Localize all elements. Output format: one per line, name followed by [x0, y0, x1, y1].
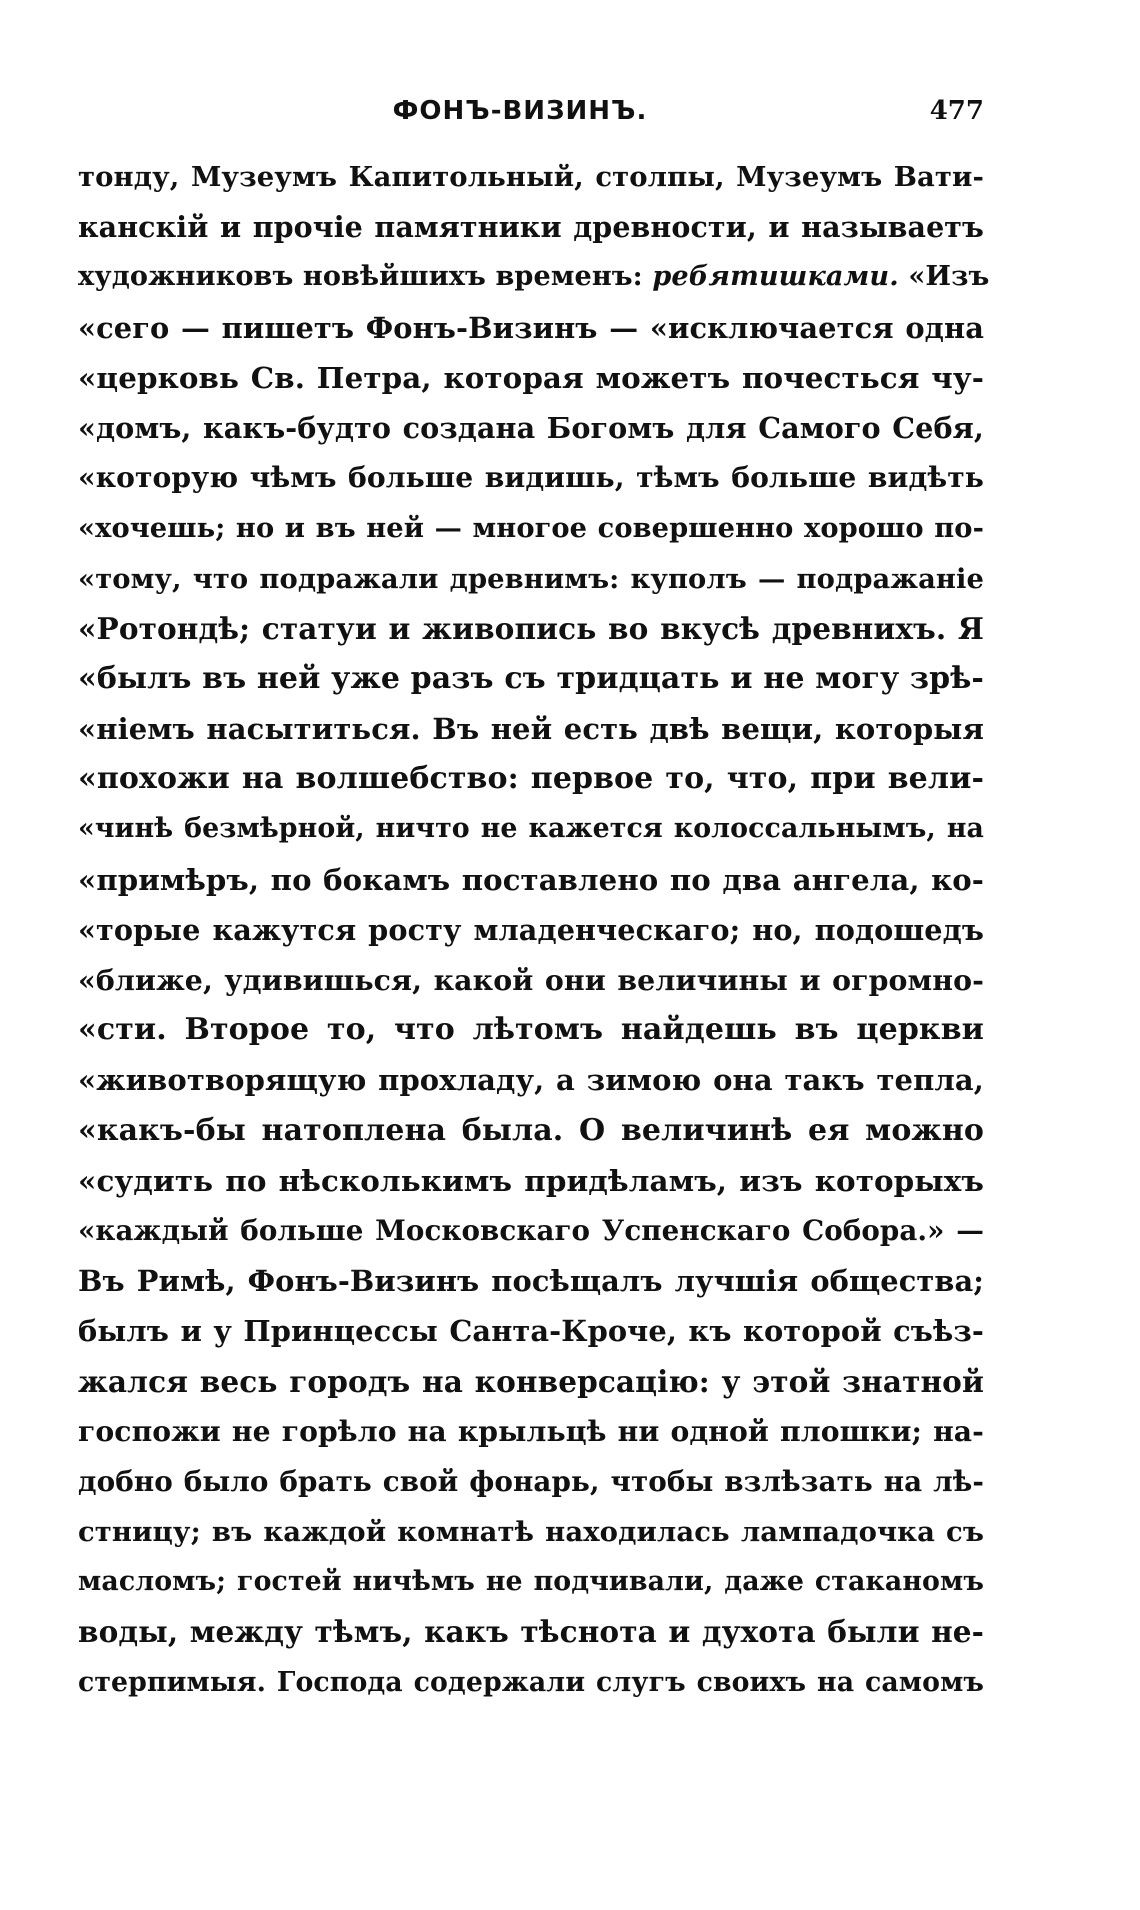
text-line: госпожи не горѣло на крыльцѣ ни одной плошки; на- — [78, 1414, 984, 1448]
text-line: «животворящую прохладу, а зимою она такъ тепла, — [78, 1063, 984, 1098]
text-line: «похожи на волшебство: первое то, что, при вели- — [78, 761, 984, 797]
text-line: «которую чѣмъ больше видишь, тѣмъ больше видѣть — [78, 461, 984, 495]
text-line: канскій и прочіе памятники древности, и называетъ — [78, 210, 984, 245]
text-line: «примѣръ, по бокамъ поставлено по два ангела, ко- — [78, 862, 984, 897]
text-line: «сти. Второе то, что лѣтомъ найдешь въ церкви — [78, 1012, 984, 1048]
text-line: «ніемъ насытиться. Въ ней есть двѣ вещи, которыя — [78, 712, 984, 747]
text-line: «ближе, удивишься, какой они величины и огромно- — [78, 963, 984, 997]
text-line: тонду, Музеумъ Капитольный, столпы, Музеумъ Вати- — [78, 161, 984, 193]
text-line: воды, между тѣмъ, какъ тѣснота и духота были не- — [78, 1614, 984, 1650]
text-line: «сего — пишетъ Фонъ-Визинъ — «исключается одна — [78, 310, 984, 345]
running-title: ФОНЪ-ВИЗИНЪ. — [392, 96, 648, 126]
text-line: добно было брать свой фонарь, чтобы взлѣзать на лѣ- — [78, 1464, 984, 1498]
text-line: «каждый больше Московскаго Успенскаго Собора.» — — [78, 1213, 984, 1247]
text-line: «церковь Св. Петра, которая можетъ почесться чу- — [78, 359, 984, 395]
text-line: стерпимыя. Господа содержали слугъ своихъ на самомъ — [78, 1666, 984, 1698]
text-line: «торые кажутся росту младенческаго; но, подошедъ — [78, 912, 984, 947]
body-text — [78, 152, 990, 1708]
text-line: «былъ въ ней уже разъ съ тридцать и не могу зрѣ- — [78, 660, 984, 696]
text-line: художниковъ новѣйшихъ временъ: ребятишками. «Изъ — [78, 261, 990, 293]
page-header — [78, 90, 984, 130]
text-line: «Ротондѣ; статуи и живопись во вкусѣ древнихъ. Я — [78, 610, 984, 646]
text-line: Въ Римѣ, Фонъ-Визинъ посѣщалъ лучшія общества; — [78, 1264, 984, 1299]
text-line: «хочешь; но и въ ней — многое совершенно хорошо по- — [78, 512, 984, 545]
text-line: масломъ; гостей ничѣмъ не подчивали, даже стаканомъ — [78, 1566, 984, 1598]
text-line: жался весь городъ на конверсацію: у этой знатной — [78, 1363, 984, 1399]
text-line: стницу; въ каждой комнатѣ находилась лампадочка съ — [78, 1516, 984, 1549]
italic-word: ребятишками. — [652, 261, 899, 293]
text-line: «домъ, какъ-будто создана Богомъ для Самого Себя, — [78, 410, 984, 445]
page-number: 477 — [929, 96, 984, 126]
text-line: «судить по нѣсколькимъ придѣламъ, изъ которыхъ — [78, 1162, 984, 1198]
text-line: «чинѣ безмѣрной, ничто не кажется колоссальнымъ, на — [78, 813, 984, 845]
text-line: «какъ-бы натоплена была. О величинѣ ея можно — [78, 1112, 984, 1148]
text-line: «тому, что подражали древнимъ: куполъ — подражаніе — [78, 562, 984, 595]
text-line: былъ и у Принцессы Санта-Кроче, къ которой съѣз- — [78, 1314, 984, 1349]
